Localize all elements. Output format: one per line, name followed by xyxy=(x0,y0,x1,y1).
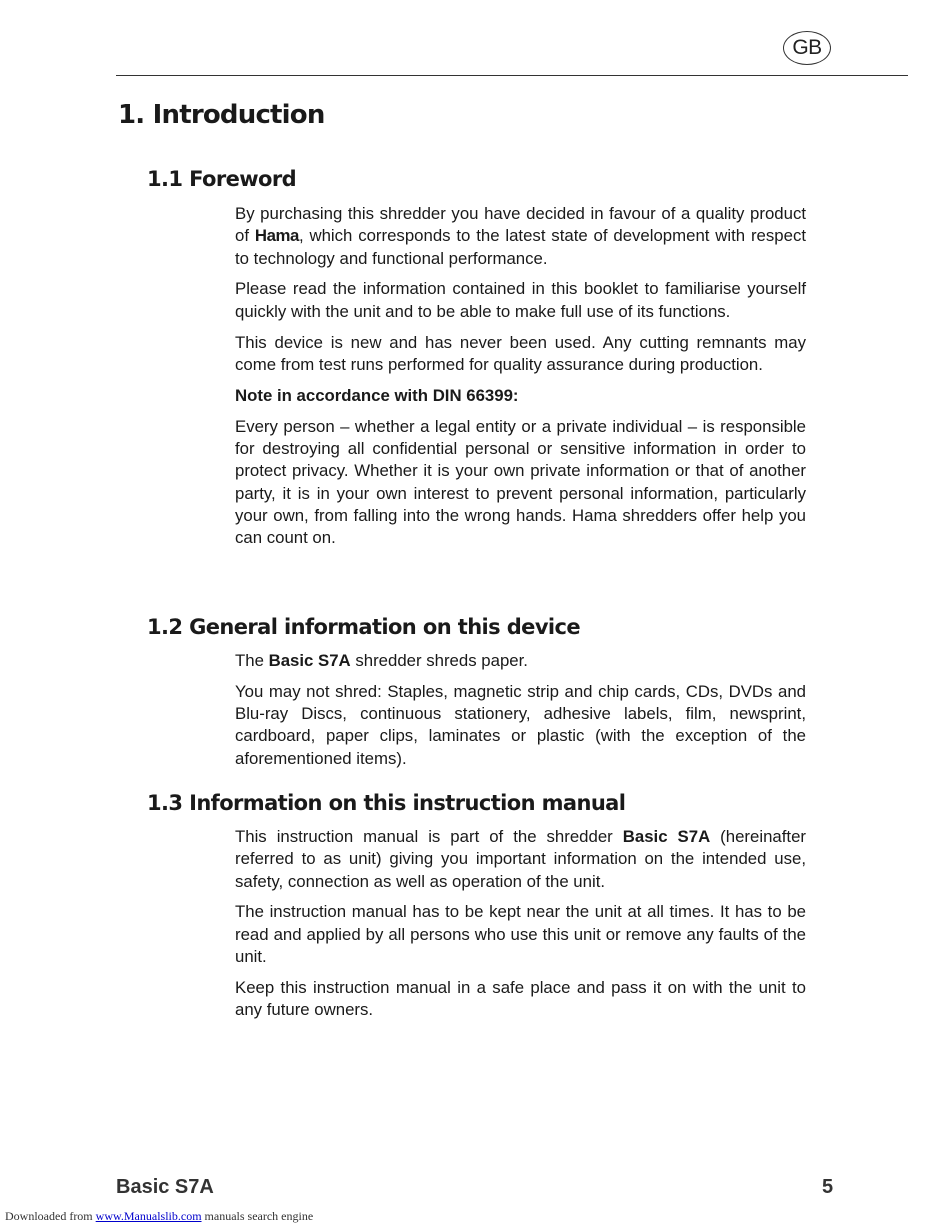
manual-paragraph-1: This instruction manual is part of the shredder Basic S7A (hereinafter referred to as unit) giving you important information on the intended use, safety, connection as well as operation of the unit. xyxy=(235,827,806,891)
manual-paragraph-3: Keep this instruction manual in a safe place and pass it on with the unit to any future owners. xyxy=(235,977,806,1020)
foreword-paragraph-3: This device is new and has never been used. Any cutting remnants may come from test runs performed for quality assurance during production. xyxy=(235,332,806,374)
page-number: 5 xyxy=(822,1176,834,1198)
section-title-manual-information: 1.3 Information on this instruction manual xyxy=(147,791,626,815)
general-paragraph-2: You may not shred: Staples, magnetic strip and chip cards, CDs, DVDs and Blu-ray Discs, continuous stationery, adhesive labels, film, newsprint, cardboard, paper clips, laminates or plastic (with the exception of the aforementioned items). xyxy=(235,681,806,768)
foreword-paragraph-1: By purchasing this shredder you have decided in favour of a quality product of Hama, which corresponds to the latest state of development with respect to technology and functional performance. xyxy=(235,204,806,268)
general-paragraph-1: The Basic S7A shredder shreds paper. xyxy=(235,651,528,670)
foreword-paragraph-2: Please read the information contained in this booklet to familiarise yourself quickly with the unit and to be able to make full use of its functions. xyxy=(235,279,806,321)
section-body-foreword xyxy=(235,203,806,558)
din-note-heading: Note in accordance with DIN 66399: xyxy=(235,385,519,405)
brand-name: Hama xyxy=(254,226,299,246)
model-name: Basic S7A xyxy=(622,827,711,846)
foreword-paragraph-4: Every person – whether a legal entity or a private individual – is responsible for destroying all confidential personal or sensitive information in order to protect privacy. Whether it is your own private information or that of another party, it is in your own interest to prevent personal information, particularly your own, from falling into the wrong hands. Hama shredders offer help you can count on. xyxy=(235,416,806,548)
section-title-general-information: 1.2 General information on this device xyxy=(147,615,581,639)
section-title-foreword: 1.1 Foreword xyxy=(147,167,297,191)
chapter-title: 1. Introduction xyxy=(118,100,325,130)
section-body-general-information xyxy=(235,650,806,779)
header-divider xyxy=(116,75,908,76)
footer-model-name: Basic S7A xyxy=(116,1176,214,1198)
manualslib-link[interactable]: www.Manualslib.com xyxy=(95,1209,202,1223)
manual-paragraph-2: The instruction manual has to be kept near the unit at all times. It has to be read and applied by all persons who use this unit or remove any faults of the unit. xyxy=(235,902,806,967)
language-badge-gb: GB xyxy=(783,31,831,65)
download-notice: Downloaded from www.Manualslib.com manuals search engine xyxy=(5,1209,314,1223)
model-name: Basic S7A xyxy=(268,651,351,670)
section-body-manual-information xyxy=(235,826,806,1030)
